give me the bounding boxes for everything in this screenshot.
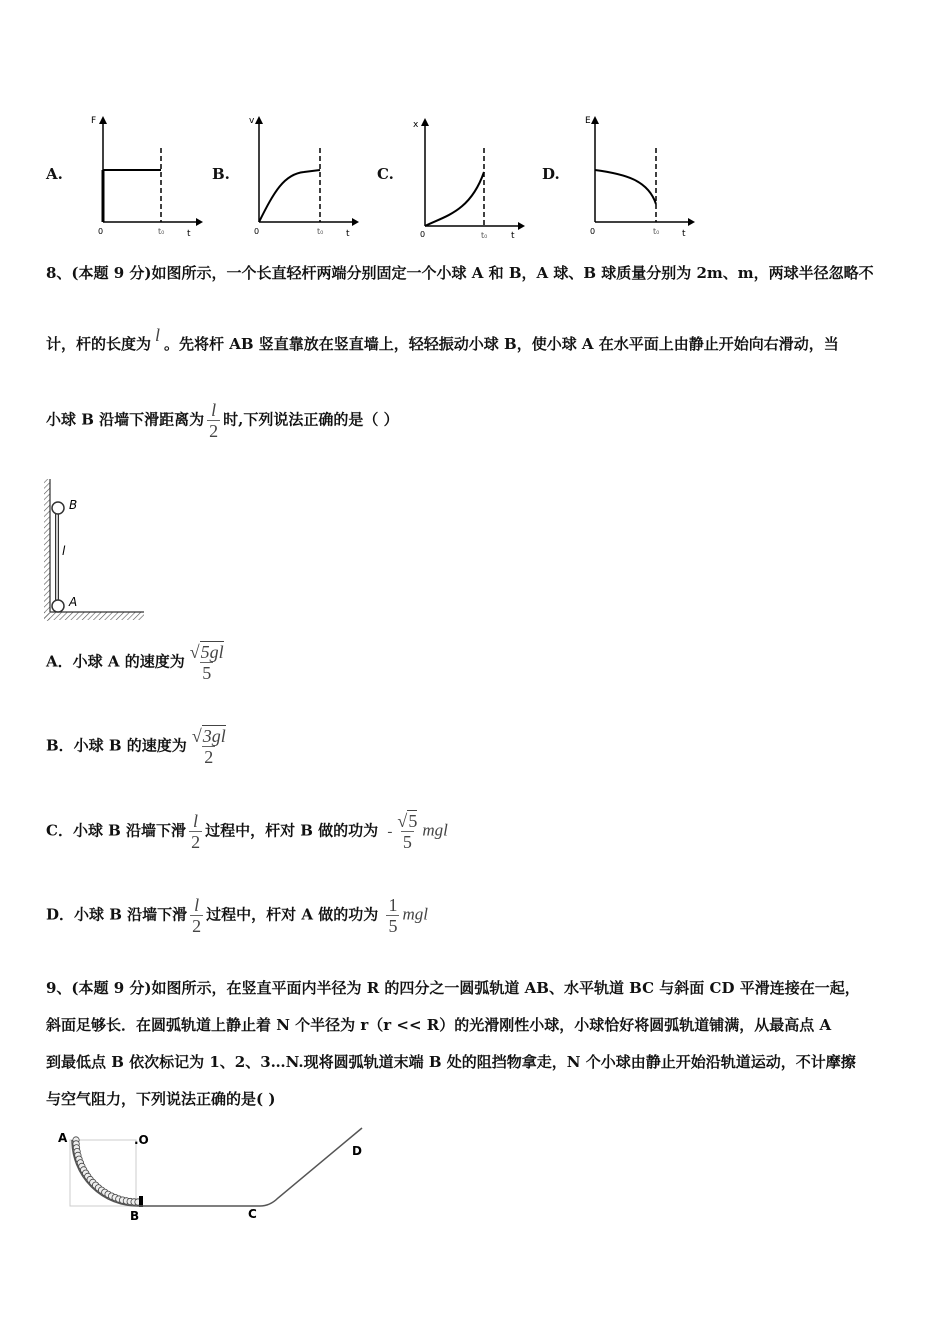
q8-line-3: 小球 B 沿墙下滑距离为 $\frac{l}{2}$ 时,下列说法正确的是（ ） — [46, 400, 399, 441]
q9-figure — [50, 1122, 380, 1227]
floor — [44, 612, 144, 620]
option-d-label: D. — [542, 165, 560, 183]
option-c-label: C. — [377, 165, 394, 183]
q8-line-1: 8、(本题 9 分)如图所示，一个长直轻杆两端分别固定一个小球 A 和 B，A 球、B 球质量分别为 2m、m，两球半径忽略不 — [46, 264, 874, 282]
svg-text:t: t — [511, 231, 515, 240]
svg-text:A: A — [69, 595, 78, 609]
graph-a — [88, 112, 203, 240]
svg-text:t₀: t₀ — [317, 227, 324, 236]
t0-label: t₀ — [158, 227, 165, 236]
svg-text:A: A — [58, 1131, 68, 1145]
q9-line-1: 9、(本题 9 分)如图所示，在竖直平面内半径为 R 的四分之一圆弧轨道 AB、水平轨道 BC 与斜面 CD 平滑连接在一起， — [46, 979, 860, 997]
ball-b — [52, 502, 64, 514]
q9-line-4: 与空气阻力，下列说法正确的是( ) — [46, 1090, 276, 1108]
svg-text:0: 0 — [590, 227, 596, 236]
svg-text:l: l — [62, 544, 66, 558]
wall — [44, 479, 50, 621]
q8-option-d: D．小球 B 沿墙下滑 $\frac{l}{2}$ 过程中，杆对 A 做的功为 $\frac{1}{5}$ mgl — [46, 895, 428, 936]
svg-text:D: D — [352, 1144, 362, 1158]
svg-text:E: E — [585, 116, 591, 126]
y-label: F — [91, 116, 97, 126]
ball-chain — [73, 1137, 141, 1205]
svg-text:v: v — [249, 116, 255, 126]
svg-text:t: t — [346, 229, 350, 239]
curve — [595, 170, 656, 204]
var-l: l — [155, 325, 161, 345]
graph-b — [244, 112, 359, 240]
ball-a — [52, 600, 64, 612]
option-a-label: A. — [46, 165, 63, 183]
svg-text:t₀: t₀ — [481, 231, 488, 240]
svg-text:x: x — [413, 120, 419, 130]
curve — [259, 170, 320, 222]
incline-track — [260, 1128, 362, 1206]
svg-text:B: B — [130, 1209, 140, 1223]
svg-text:0: 0 — [420, 230, 426, 239]
option-b-label: B. — [212, 165, 230, 183]
q9-line-2: 斜面足够长．在圆弧轨道上静止着 N 个半径为 r（r << R）的光滑刚性小球，小球恰好将圆弧轨道铺满，从最高点 A — [46, 1016, 832, 1034]
curve — [425, 172, 484, 226]
svg-text:.O: .O — [134, 1133, 149, 1147]
t-label: t — [187, 229, 191, 239]
origin-label: 0 — [98, 227, 104, 236]
svg-text:t₀: t₀ — [653, 227, 660, 236]
q8-option-c: C．小球 B 沿墙下滑 $\frac{l}{2}$ 过程中，杆对 B 做的功为 - $\frac{√5}{5}$ mgl — [46, 811, 448, 852]
svg-text:B: B — [69, 498, 78, 512]
q9-line-3: 到最低点 B 依次标记为 1、2、3…N.现将圆弧轨道末端 B 处的阻挡物拿走，N 个小球由静止开始沿轨道运动，不计摩擦 — [46, 1053, 856, 1071]
svg-text:t: t — [682, 229, 686, 239]
q8-option-a: A．小球 A 的速度为 $\frac{√5gl}{5}$ — [46, 642, 224, 683]
graph-d — [580, 112, 695, 240]
q8-option-b: B．小球 B 的速度为 $\frac{√3gl}{2}$ — [46, 726, 226, 767]
svg-text:0: 0 — [254, 227, 260, 236]
svg-text:C: C — [248, 1207, 257, 1221]
q8-line-2: 计，杆的长度为 l 。先将杆 AB 竖直靠放在竖直墙上，轻轻振动小球 B，使小球 A 在水平面上由静止开始向右滑动，当 — [46, 325, 839, 353]
graph-c — [410, 112, 525, 240]
q8-figure — [40, 475, 150, 625]
